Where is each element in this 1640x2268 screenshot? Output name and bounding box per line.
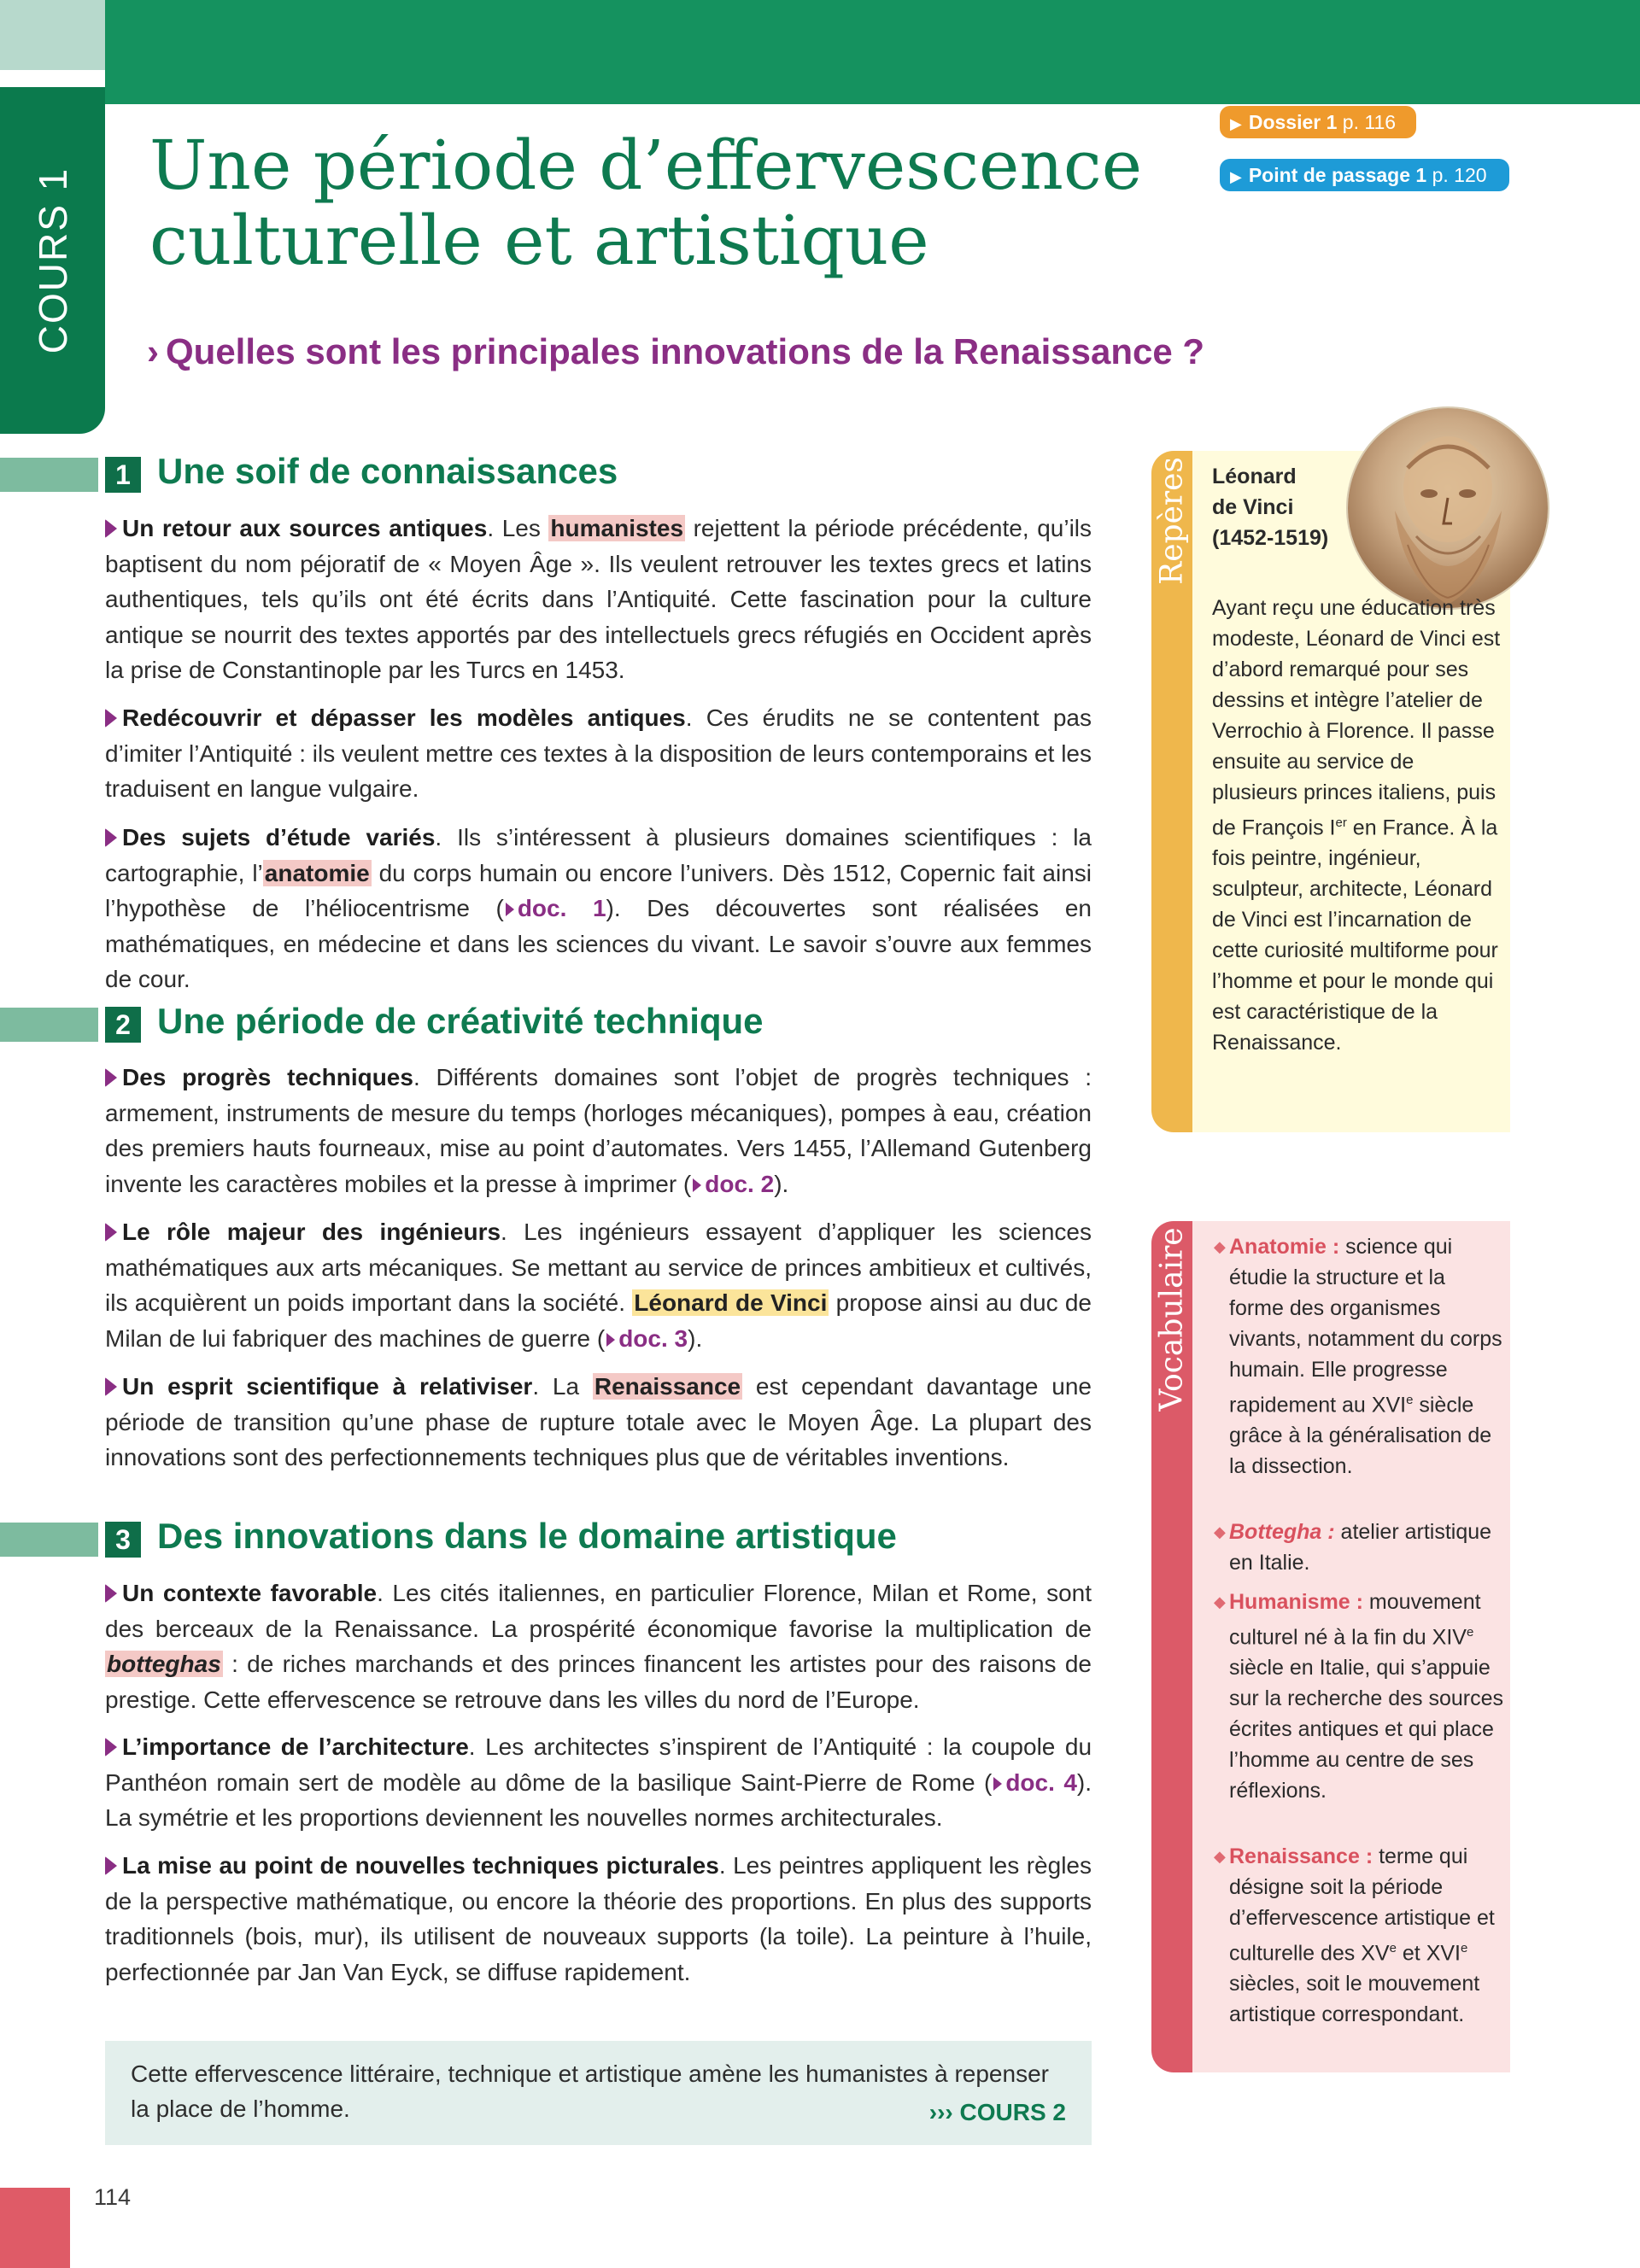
doc-link[interactable]: doc. 3: [605, 1325, 688, 1352]
cours-2-link[interactable]: ››› COURS 2: [928, 2099, 1066, 2125]
reperes-label: Repères: [1154, 457, 1190, 585]
section-number: 3: [105, 1522, 141, 1558]
doc-link[interactable]: doc. 2: [691, 1171, 774, 1197]
reperes-text: Ayant reçu une éducation très modeste, Léonard de Vinci est d’abord remarqué pour ses dessins et intègre l’atelier de Verrochio à Florence. Il passe ensuite au service de plusieurs princes italiens, puis de François Ier en France. À la fois peintre, ingénieur, sculpteur, architecte, Léonard de Vinci est l’incarnation de cette curiosité multiforme pour l’homme et pour le monde qui est caractéristique de la Renaissance.: [1212, 596, 1501, 1055]
conclusion-box: [105, 2041, 1092, 2145]
play-arrow-icon: [993, 1777, 1002, 1791]
doc-link[interactable]: doc. 1: [504, 895, 606, 921]
question-text: Quelles sont les principales innovations de la Renaissance ?: [166, 331, 1205, 371]
bullet-icon: [105, 1738, 117, 1757]
vocab-highlight[interactable]: Renaissance: [594, 1373, 741, 1400]
reperes-highlight[interactable]: Léonard de Vinci: [634, 1289, 828, 1316]
bullet-icon: [105, 519, 117, 538]
bullet-icon: [105, 828, 117, 847]
vocabulaire-label: Vocabulaire: [1154, 1227, 1190, 1412]
section-title: Une période de créativité technique: [157, 1001, 764, 1041]
bullet-icon: [105, 1223, 117, 1242]
top-banner: [105, 0, 1640, 104]
section-number: 2: [105, 1007, 141, 1043]
diamond-icon: ◆: [1214, 1593, 1226, 1610]
title-line-1: Une période d’effervescence: [149, 126, 1143, 205]
cours-label: COURS 1: [31, 167, 75, 354]
point-de-passage-page: p. 120: [1432, 164, 1487, 186]
paragraph: Un esprit scientifique à relativiser. La Renaissance est cependant davantage une période de transition qu’une phase de rupture totale avec le Moyen Âge. La plupart des innovations sont des perfectionnements techniques plus que de véritables inventions.: [105, 1373, 1092, 1470]
paragraph: La mise au point de nouvelles techniques picturales. Les peintres appliquent les règles de la perspective mathématique, ou encore la théorie des proportions. En plus des supports traditionnels (bois, mur), ils utilisent de nouveaux supports (la toile). La peinture à l’huile, perfectionnée par Jan Van Eyck, se diffuse rapidement.: [105, 1852, 1092, 1985]
leonard-portrait: [1348, 408, 1548, 608]
conclusion-text: Cette effervescence littéraire, technique et artistique amène les humanistes à repenser la place de l’homme.: [131, 2060, 1049, 2122]
vocab-highlight[interactable]: botteghas: [107, 1651, 221, 1677]
paragraph: L’importance de l’architecture. Les architectes s’inspirent de l’Antiquité : la coupole du Panthéon romain sert de modèle au dôme de la basilique Saint-Pierre de Rome ( doc. 4). La symétrie et les proportions deviennent les nouvelles normes architecturales.: [105, 1733, 1092, 1831]
play-arrow-icon: [693, 1178, 701, 1192]
section-bar: [0, 1523, 98, 1557]
paragraph: Un retour aux sources antiques. Les humanistes rejettent la période précédente, qu’ils baptisent du nom péjoratif de « Moyen Âge ». Ils veulent retrouver les textes grecs et latins authentiques, tels qu’ils ont été écrits dans l’Antiquité. Cette fascination pour la culture antique se nourrit des textes apportés par des intellectuels grecs réfugiés en Occident après la prise de Constantinople par les Turcs en 1453.: [105, 515, 1092, 683]
point-de-passage-link[interactable]: [1220, 159, 1509, 191]
bullet-icon: [105, 1068, 117, 1087]
dossier-link-label: Dossier 1: [1248, 111, 1338, 133]
vocab-highlight[interactable]: humanistes: [550, 515, 684, 541]
point-de-passage-label: Point de passage 1: [1248, 164, 1427, 186]
page-number: 114: [94, 2184, 132, 2210]
diamond-icon: ◆: [1214, 1238, 1226, 1255]
vocab-highlight[interactable]: anatomie: [264, 859, 370, 886]
section-title: Des innovations dans le domaine artistique: [157, 1516, 897, 1556]
diamond-icon: ◆: [1214, 1848, 1226, 1865]
reperes-name: Léonard de Vinci (1452-1519): [1212, 465, 1329, 550]
page-title: [149, 128, 1174, 278]
portrait-drawing: [1348, 408, 1548, 608]
paragraph: Un contexte favorable. Les cités italiennes, en particulier Florence, Milan et Rome, sont des berceaux de la Renaissance. La prospérité économique favorise la multiplication de botteghas : de riches marchands et des princes financent les artistes pour des raisons de prestige. Cette effervescence se retrouve dans les villes du nord de l’Europe.: [105, 1580, 1092, 1713]
paragraph: Le rôle majeur des ingénieurs. Les ingénieurs essayent d’appliquer les sciences mathématiques aux arts mécaniques. Se mettant au service de princes ambitieux et cultivés, ils acquièrent un poids important dans la société. Léonard de Vinci propose ainsi au duc de Milan de lui fabriquer des machines de guerre ( doc. 3).: [105, 1219, 1092, 1352]
section-bar: [0, 1008, 98, 1042]
problem-question: [147, 331, 1204, 372]
paragraph: Des sujets d’étude variés. Ils s’intéressent à plusieurs domaines scientifiques : la cartographie, l’anatomie du corps humain ou encore l’univers. Dès 1512, Copernic fait ainsi l’hypothèse de l’héliocentrisme ( doc. 1). Des découvertes sont réalisées en mathématiques, en médecine et dans les sciences du vivant. Le savoir s’ouvre aux femmes de cour.: [105, 824, 1092, 992]
top-corner-block: [0, 0, 105, 70]
vocab-item-renaissance: ◆ Renaissance : terme qui désigne soit la période d’effervescence artistique et culturelle des XVe et XVIe siècles, soit le mouvement artistique correspondant.: [1214, 1841, 1504, 2030]
play-arrow-icon: ▶: [1230, 115, 1242, 132]
section-number: 1: [105, 457, 141, 493]
section-bar: [0, 458, 98, 492]
bullet-icon: [105, 1584, 117, 1603]
play-arrow-icon: ▶: [1230, 168, 1242, 185]
dossier-link[interactable]: [1220, 106, 1416, 138]
play-arrow-icon: [606, 1333, 615, 1347]
paragraph: Redécouvrir et dépasser les modèles antiques. Ces érudits ne se contentent pas d’imiter l’Antiquité : ils veulent mettre ces textes à la disposition de leurs contemporains et les traduisent en langue vulgaire.: [105, 704, 1092, 802]
vocab-item-anatomie: ◆ Anatomie : science qui étudie la structure et la forme des organismes vivants, notamment du corps humain. Elle progresse rapidement au XVIe siècle grâce à la généralisation de la dissection.: [1214, 1231, 1504, 1482]
diamond-icon: ◆: [1214, 1523, 1226, 1540]
section-title: Une soif de connaissances: [157, 451, 618, 491]
vocab-item-bottegha: ◆ Bottegha : atelier artistique en Italie.: [1214, 1517, 1504, 1578]
chevron-right-icon: ›: [147, 331, 159, 371]
doc-link[interactable]: doc. 4: [992, 1769, 1077, 1796]
paragraph: Des progrès techniques. Différents domaines sont l’objet de progrès techniques : armement, instruments de mesure du temps (horloges mécaniques), pompes à eau, création des premiers hauts fourneaux, mise au point d’automates. Vers 1455, l’Allemand Gutenberg invente les caractères mobiles et la presse à imprimer ( doc. 2).: [105, 1064, 1092, 1197]
bullet-icon: [105, 1856, 117, 1875]
bullet-icon: [105, 1377, 117, 1396]
title-line-2: culturelle et artistique: [149, 201, 929, 280]
play-arrow-icon: [506, 903, 514, 916]
dossier-link-page: p. 116: [1342, 111, 1397, 133]
vocab-item-humanisme: ◆ Humanisme : mouvement culturel né à la fin du XIVe siècle en Italie, qui s’appuie sur la recherche des sources écrites antiques et qui place l’homme au centre de ses réflexions.: [1214, 1587, 1504, 1806]
page-corner: [0, 2188, 70, 2268]
bullet-icon: [105, 709, 117, 728]
